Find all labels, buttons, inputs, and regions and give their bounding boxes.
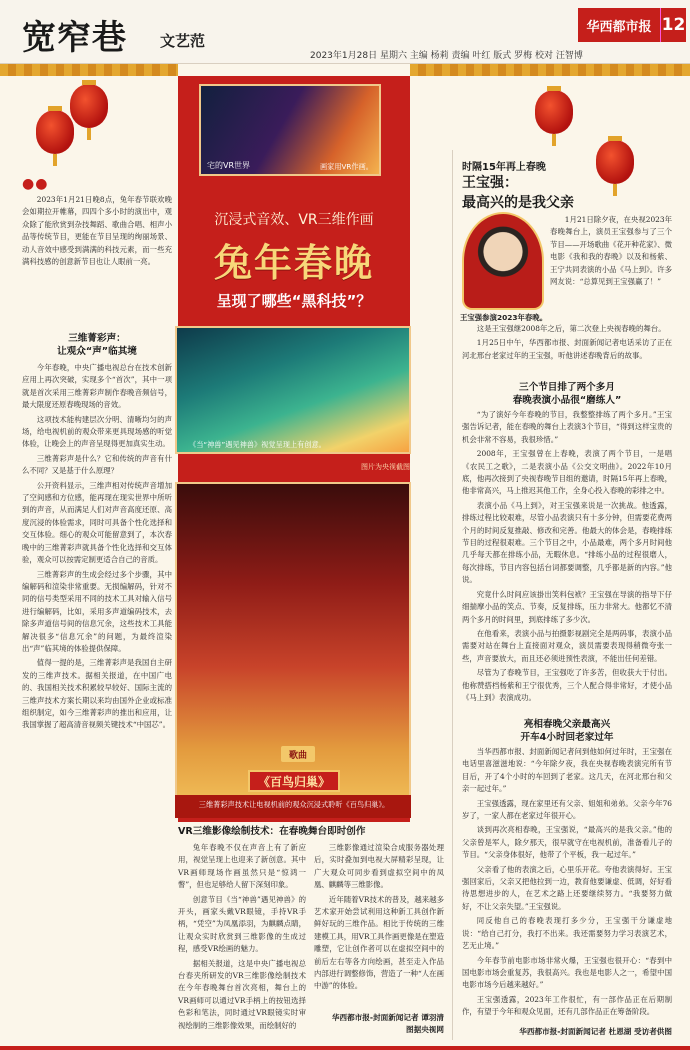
issue-meta: 2023年1月28日 星期六 主编 杨莉 责编 叶红 版式 罗梅 校对 汪智博: [310, 51, 583, 61]
sub2-heading-line1: 亮相春晚父亲最高兴: [523, 719, 611, 730]
right-credit: 华西都市报-封面新闻记者 杜恩湖 受访者供图: [519, 1027, 672, 1036]
right-sub2-body: [462, 746, 672, 1021]
right-intro-1: [550, 214, 672, 290]
gold-ornament-band-right: [410, 64, 690, 76]
right-sub1-body: [462, 409, 672, 706]
lantern-icon: [36, 110, 74, 154]
body-paragraph: 今年春节前电影市场非常火爆，王宝强也很开心：“春到中国电影市场会重复苏，我很高兴。我也是电影人之一，希望中国电影市场今后越来越好。”: [462, 955, 672, 990]
body-paragraph: 1月21日除夕夜，在央视2023年春晚舞台上，演员王宝强参与了三个节目——开场歌曲《花开种花家》、微电影《我和我的春晚》以及和杨紫、王宁共同表演的小品《马上到》。许多网友说：“总算见到王宝强赢了！”: [550, 215, 672, 287]
body-paragraph: 同反他自己的春晚表现打多少分，王宝强干分谦虚地说：“给自己打分，我打不出来。我还需要努力学习表演艺术，艺无止境。”: [462, 916, 672, 951]
body-paragraph: “为了演好今年春晚的节目，我整整排练了两个多月。”王宝强告诉记者，能在春晚的舞台上表演3个节目，“得到这样宝贵的机会非常不容易，我很珍惜。”: [462, 410, 672, 444]
body-paragraph: 三维菁彩声是什么？它和传统的声音有什么不同？又是基于什么原理？: [22, 453, 172, 476]
right-title-line2: 最高兴的是我父亲: [462, 195, 574, 211]
body-paragraph: 三维影像通过渲染合成服务器处理后，实时叠加到电视大屏精彩呈现，让广大观众可同步看到虚拟空间中的凤凰、麒麟等三维影像。: [314, 843, 444, 890]
sub2-heading-line2: 开车4小时回老家过年: [520, 732, 614, 743]
photo2-caption: 《当“神兽”遇见神兽》视觉呈现上有创意。: [189, 440, 326, 449]
paper-logo: 华西都市报: [578, 8, 660, 42]
feature-kicker: 沉浸式音效、VR三维作画: [214, 212, 374, 228]
avatar-caption: 王宝强参演2023年春晚。: [460, 313, 548, 322]
vr-heading: VR三维影像绘制技术：在春晚舞台即时创作: [178, 826, 366, 837]
column-divider: [452, 150, 453, 1040]
song-tag: 歌曲: [281, 746, 315, 762]
red-dots-icon: ●●: [22, 176, 49, 192]
body-paragraph: 创意节目《当“神兽”遇见神兽》的开头，画家头戴VR眼镜，手持VR手柄，“凭空”为凤凰添羽，为麒麟点睛，让观众实时欣赏到三维影像的生成过程，感受VR绘画的魅力。: [178, 894, 306, 954]
vr-credit-line1: 华西都市报-封面新闻记者 谭羽清: [331, 1013, 444, 1022]
right-sub2-heading: [462, 718, 672, 744]
body-paragraph: 王宝强透露，现在家里还有父亲、姐姐和弟弟。父亲今年76岁了，一家人都在老家过年很开心。: [462, 798, 672, 821]
body-paragraph: 在他看来，表演小品与拍摄影视剧完全是两码事，表演小品需要对站在舞台上直接面对观众，演员需要表现得稍微夸张一些，声音要放大，而且还必须进预性表演，不能出任何差错。: [462, 628, 672, 663]
body-paragraph: 三维菁彩声的生成会经过多个步骤，其中编解码和渲染非常重要。无损编解码，针对不同的信号类型采用不同的技术工具对输入信号进行编解码，比如，采用多声道编码技术，去除多声道信号间的信息冗余，这些技术工具能解决很多“信息冗余”的问题，为最终渲染出“声”临其境的体验提供保障。: [22, 569, 172, 653]
body-paragraph: 近年随着VR技术的普及，越来越多艺术家开始尝试利用这种新工具创作新鲜好玩的三维作品。相比于传统的三维建模工具，用VR工具作画更像是在塑造雕塑，它让创作者可以在虚拟空间中的前后左右等各方向绘画，甚至走入作品内部进行调整修饰，营造了一种“人在画中游”的体验。: [314, 894, 444, 991]
body-paragraph: 谈到再次亮相春晚，王宝强说，“最高兴的是我父亲。”他的父亲曾是军人，除夕那天，很早就守在电视机前，准备看儿子的节目。“父亲身体很好，他带了个平板，我一起过年。”: [462, 825, 672, 860]
body-paragraph: 王宝强透露，2023年工作很忙，有一部作品正在后期制作，有望于今年和观众见面，还有几部作品正在筹备阶段。: [462, 994, 672, 1017]
photo1-caption: 画家用VR作画。: [319, 162, 373, 171]
body-paragraph: 值得一提的是，三维菁彩声是我国自主研发的三维声技术。据相关报道，在中国广电的、我国相关技术积累较早较好、国际主流的三维声技术方案长期以来均由国外企业或标准组织制定，如今三维菁彩声的推出和应用，让我国掌握了超高清音视频关键技术“中国芯”。: [22, 658, 172, 730]
vr-credit-line2: 图据央视网: [406, 1025, 444, 1034]
body-paragraph: 究竟什么时间应该掛出笑料包袱？王宝强在导演的指导下仔细揣摩小品的笑点、节奏，反复排练，压力非常大。他都忆不清两个多月的时间里，到底排练了多少次。: [462, 589, 672, 624]
section1-body: [22, 362, 172, 734]
page-number: 12: [660, 8, 686, 42]
section1-heading: [22, 332, 172, 358]
bottom-rule: [0, 1046, 690, 1050]
feature-subtitle: 呈现了哪些“黑科技”？: [216, 292, 372, 310]
section1-heading-line1: 三维菁彩声：: [68, 333, 126, 344]
body-paragraph: 这是王宝强继2008年之后，第二次登上央视春晚的舞台。: [476, 324, 666, 333]
body-paragraph: 1月25日中午，华西都市报、封面新闻记者电话采访了正在河北邢台老家过年的王宝强，听他讲述春晚背后的故事。: [462, 338, 672, 360]
vr-credit: [300, 1012, 444, 1036]
right-kicker: 时隔15年再上春晚: [462, 162, 546, 173]
body-paragraph: 这项技术能构建层次分明、清晰均匀的声场，给电视机前的观众带来更具现场感的听觉体验，让晚会上的声音呈现得更加真实生动。: [22, 414, 172, 449]
song-title-sash: 《百鸟归巢》: [248, 770, 340, 792]
lead-paragraph: [22, 194, 172, 270]
section1-heading-line2: 让观众“声”临其境: [57, 346, 137, 357]
body-paragraph: 据相关报道，这是中央广播电视总台春夹所研发的VR三维影像绘制技术在今年春晚舞台首次亮相，舞台上的VR画师可以通过VR手柄上的按钮选择色彩和笔法，同时通过VR眼镜实时审视绘制的三维影像效果，而绘制好的: [178, 958, 306, 1030]
mythical-beast-photo: [175, 326, 411, 454]
body-paragraph: 公开资料显示，三维声相对传统声音增加了空间感和方位感，能再现在现实世界中所听到的声音，从而满足人们对声音高度还原、高度沉浸的体验需求，同时可具备个性化选择和交互体验。细心的观众可能留意到了，本次春晚中的三维菁彩声就具备个性化选择和交互体验，观众可以按需定制更适合自己的音质。: [22, 480, 172, 565]
body-paragraph: 表演小品《马上到》，对王宝强来说是一次挑战。他透露，排练过程比较艰难，尽管小品表演只有十多分钟，但需要花费两个月的时间反复推敲、修改和完善。他最大的体会是，春晚排练节目的过程很艰难。三个节目之中，小品最难，两个多月时间他几乎每天都在排练小品，无暇休息。“排练小品的过程很磨人，每次排练，节目内容包括台词都要调整，几乎都是新的内容。”他说。: [462, 500, 672, 585]
stage-performance-photo: [175, 482, 411, 818]
feature-title: 兔年春晚: [213, 240, 374, 285]
right-sub1-heading: [462, 381, 672, 407]
section-name: 文艺范: [160, 32, 206, 50]
photo2-credit: 图片为央视截图: [361, 463, 410, 471]
body-paragraph: 2008年，王宝强曾在上春晚，表演了两个节目，一是唱《农民工之歌》，二是表演小品《公交文明曲》。2022年10月底，他再次接到了央视春晚节目组的邀请，时隔15年再上春晚，他非常高兴，马上推迟其他工作，全身心投入春晚的彩排之中。: [462, 449, 672, 496]
gold-ornament-band-left: [0, 64, 178, 76]
photo3-caption: 三维菁彩声技术让电视机前的观众沉浸式聆听《百鸟归巢》。: [198, 800, 390, 809]
body-paragraph: 父亲看了他的表演之后，心里乐开花。夸他表演得好。王宝强回家后，父亲又把他拉到一边，教育他要谦虚、低调，好好看待思想进步的人，在艺术之路上还要继续努力。“我要努力做好，不让父亲失望。”王宝强说。: [462, 864, 672, 911]
vr-col2: [314, 842, 444, 995]
photo1-inset-text: 宅的VR世界: [207, 161, 251, 170]
right-intro-2: [462, 323, 672, 364]
vr-col1: [178, 842, 306, 1034]
body-paragraph: 尽管为了春晚节目，王宝强吃了许多苦，但收获大于付出。他称赞搭档杨紫和王宁很优秀，三个人配合得非常好，才使小品《马上到》表演成功。: [462, 668, 672, 702]
sub1-heading-line2: 春晚表演小品很“磨练人”: [512, 395, 622, 406]
column-title: 宽窄巷: [22, 18, 127, 58]
sub1-heading-line1: 三个节目排了两个多月: [519, 382, 615, 393]
avatar: [462, 212, 544, 310]
vr-painting-photo: [199, 84, 381, 176]
lantern-icon: [535, 90, 573, 134]
body-paragraph: 今年春晚，中央广播电视总台在技术创新应用上再次突破，实现多个“首次”，其中一项就是首次采用三维菁彩声制作春晚音频信号，最大限度还原春晚现场的音效。: [22, 363, 172, 410]
lantern-icon: [70, 84, 108, 128]
lead-text: 2023年1月21日晚8点，兔年春节联欢晚会如期拉开帷幕，四四个多小时的演出中，观众除了能欣赏到杂技舞蹈、歌曲合唱、相声小品等传统节目，更能在节目呈现的绚丽场景、动人音效中感受到满满的科技元素，而一些充满科技感的创意新节目也让人眼前一亮。: [22, 195, 172, 267]
right-title-line1: 王宝强：: [462, 175, 518, 191]
lantern-icon: [596, 140, 634, 184]
body-paragraph: 兔年春晚不仅在声音上有了新应用，视觉呈现上也迎来了新创意。其中VR画师现场作画虽然只是“惊鸿一瞥”，但也足够给人留下深刻印象。: [178, 843, 306, 890]
body-paragraph: 当华西都市报、封面新闻记者问到他如何过年时，王宝强在电话里喜滋滋地说：“今年除夕夜，我在央视春晚表演完所有节目后，开了4个小时的车回到了老家。这几天，在河北邢台和父亲一起过年。”: [462, 747, 672, 794]
